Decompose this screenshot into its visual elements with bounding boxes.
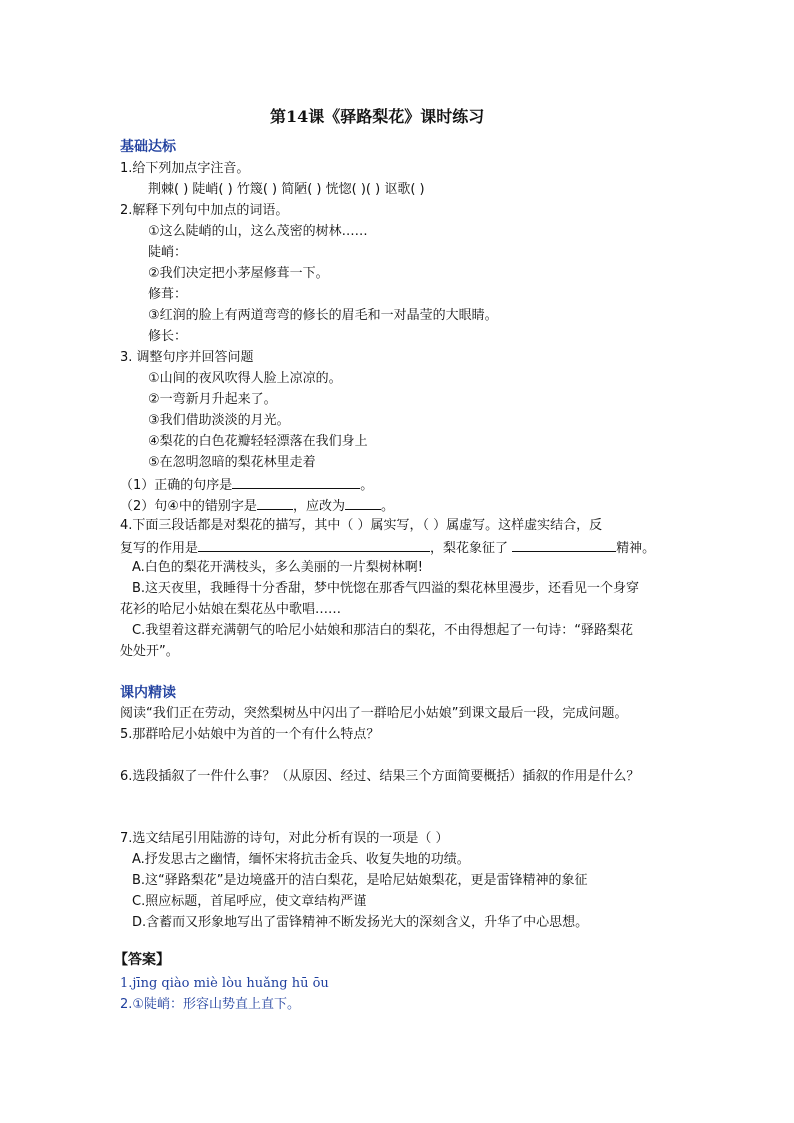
question-6: 6.选段插叙了一件什么事？（从原因、经过、结果三个方面简要概括）插叙的作用是什么？ [120,769,640,784]
answer-2: 2.①陡峭：形容山势直上直下。 [120,997,301,1012]
answer-blank[interactable] [198,538,430,552]
question-2-word-1: 陡峭： [148,245,188,260]
question-3-part-2: （2）句④中的错别字是 ，应改为 。 [120,496,394,516]
question-3-sentence-4: ④梨花的白色花瓣轻轻漂落在我们身上 [148,434,368,449]
question-7-option-a: A.抒发思古之幽情，缅怀宋将抗击金兵、收复失地的功绩。 [132,852,470,867]
question-2-word-2: 修葺： [148,287,188,302]
question-2-sentence-3: ③红润的脸上有两道弯弯的修长的眉毛和一对晶莹的大眼睛。 [148,308,498,323]
section-heading-answer: 【答案】 [114,952,170,968]
question-4-option-b: B.这天夜里，我睡得十分香甜，梦中恍惚在那香气四溢的梨花林里漫步，还看见一个身穿 [132,581,640,596]
question-4-stem: 4.下面三段话都是对梨花的描写，其中（ ）属实写，（ ）属虚写。这样虚实结合，反 [120,518,603,533]
question-3-sentence-1: ①山间的夜风吹得人脸上凉凉的。 [148,371,342,386]
question-2-sentence-1: ①这么陡峭的山，这么茂密的树林…… [148,224,368,239]
question-3-sentence-5: ⑤在忽明忽暗的梨花林里走着 [148,455,316,470]
question-5: 5.那群哈尼小姑娘中为首的一个有什么特点？ [120,727,380,742]
page-title: 第14课《驿路梨花》课时练习 [270,107,485,126]
section-heading-basic: 基础达标 [120,139,176,155]
question-3-stem: 3. 调整句序并回答问题 [120,350,254,365]
answer-blank[interactable] [345,496,381,510]
question-4-option-a: A.白色的梨花开满枝头，多么美丽的一片梨树林啊! [132,560,424,575]
question-4-option-c: C.我望着这群充满朝气的哈尼小姑娘和那洁白的梨花，不由得想起了一句诗：“驿路梨花 [132,623,633,638]
question-3-sentence-2: ②一弯新月升起来了。 [148,392,277,407]
reading-intro: 阅读“我们正在劳动，突然梨树丛中闪出了一群哈尼小姑娘”到课文最后一段，完成问题。 [120,706,628,721]
question-3-sentence-3: ③我们借助淡淡的月光。 [148,413,290,428]
question-1-stem: 1.给下列加点字注音。 [120,161,250,176]
question-7-stem: 7.选文结尾引用陆游的诗句，对此分析有误的一项是（ ） [120,831,449,846]
question-2-word-3: 修长： [148,329,188,344]
answer-blank[interactable] [512,538,616,552]
question-1-items: 荆棘( ) 陡峭( ) 竹篾( ) 简陋( ) 恍惚( )( ) 讴歌( ) [148,182,425,197]
question-3-part-1: （1）正确的句序是 。 [120,475,373,495]
answer-blank[interactable] [257,496,293,510]
answer-1: 1.jīng qiào miè lòu huǎng hū ōu [120,976,329,991]
question-7-option-d: D.含蓄而又形象地写出了雷锋精神不断发扬光大的深刻含义，升华了中心思想。 [132,915,589,930]
question-4-stem-line-2: 复写的作用是 ，梨花象征了 精神。 [120,538,655,558]
question-7-option-c: C.照应标题，首尾呼应，使文章结构严谨 [132,894,367,909]
answer-blank[interactable] [232,475,360,489]
section-heading-reading: 课内精读 [120,685,176,701]
question-4-option-c-cont: 处处开”。 [120,644,179,659]
question-2-stem: 2.解释下列句中加点的词语。 [120,203,289,218]
question-7-option-b: B.这“驿路梨花”是边境盛开的洁白梨花，是哈尼姑娘梨花，更是雷锋精神的象征 [132,873,588,888]
question-4-option-b-cont: 花衫的哈尼小姑娘在梨花丛中歌唱…… [120,602,342,617]
question-2-sentence-2: ②我们决定把小茅屋修葺一下。 [148,266,329,281]
